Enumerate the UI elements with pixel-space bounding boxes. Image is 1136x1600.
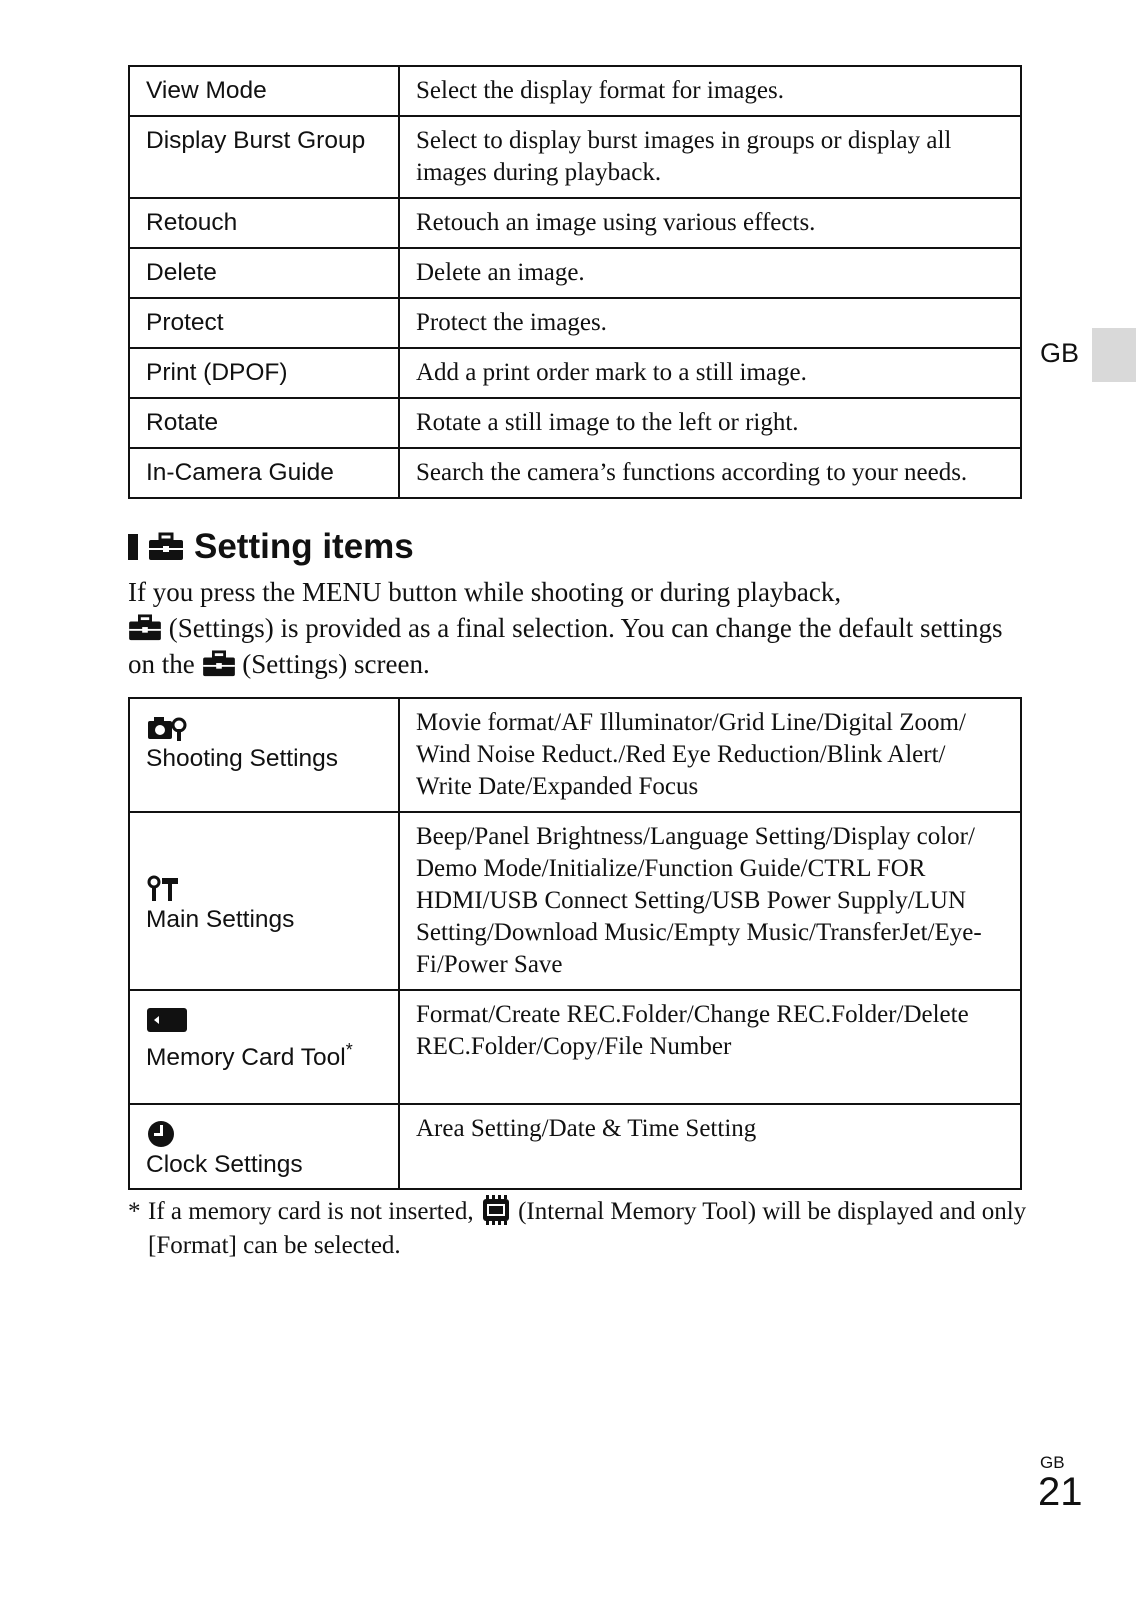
item-description: Retouch an image using various effects. bbox=[399, 198, 1021, 248]
toolbox-icon bbox=[202, 650, 236, 678]
playback-menu-table bbox=[128, 65, 1022, 499]
setting-description: Area Setting/Date & Time Setting bbox=[399, 1104, 1021, 1189]
table-row bbox=[129, 298, 1021, 348]
footnote-text-1: If a memory card is not inserted, bbox=[148, 1198, 474, 1225]
intro-paragraph bbox=[128, 574, 1008, 682]
setting-category bbox=[129, 990, 399, 1104]
memory-card-icon bbox=[146, 1005, 188, 1035]
page-number: 21 bbox=[1038, 1470, 1083, 1514]
table-row bbox=[129, 348, 1021, 398]
setting-category bbox=[129, 1104, 399, 1189]
item-name: Rotate bbox=[129, 398, 399, 448]
intro-text-3: (Settings) screen. bbox=[242, 649, 430, 679]
setting-name: Clock Settings bbox=[146, 1151, 303, 1178]
setting-description: Format/Create REC.Folder/Change REC.Folder/Delete REC.Folder/Copy/File Number bbox=[399, 990, 1021, 1104]
item-description: Add a print order mark to a still image. bbox=[399, 348, 1021, 398]
table-row bbox=[129, 1104, 1021, 1189]
item-description: Delete an image. bbox=[399, 248, 1021, 298]
item-description: Protect the images. bbox=[399, 298, 1021, 348]
item-name: Protect bbox=[129, 298, 399, 348]
item-description: Select to display burst images in groups or display all images during playback. bbox=[399, 116, 1021, 198]
item-description: Search the camera’s functions according to your needs. bbox=[399, 448, 1021, 498]
section-title: Setting items bbox=[194, 527, 414, 566]
setting-description: Beep/Panel Brightness/Language Setting/Display color/ Demo Mode/Initialize/Function Guide/CTRL FOR HDMI/USB Connect Setting/USB Power Supply/LUN Setting/Download Music/Empty Music/TransferJet/Eye-Fi/Power Save bbox=[399, 812, 1021, 990]
item-description: Select the display format for images. bbox=[399, 66, 1021, 116]
intro-text-1: If you press the MENU button while shooting or during playback, bbox=[128, 577, 842, 607]
table-row bbox=[129, 116, 1021, 198]
item-name: View Mode bbox=[129, 66, 399, 116]
setting-category bbox=[129, 812, 399, 990]
side-language-label: GB bbox=[1040, 338, 1080, 368]
table-row bbox=[129, 398, 1021, 448]
intro-text-2: (Settings) is provided as a final selection. You can change the default settings on the bbox=[128, 613, 1003, 679]
item-name: Display Burst Group bbox=[129, 116, 399, 198]
footnote-text-2: (Internal Memory Tool) will be displayed and only [Format] can be selected. bbox=[148, 1198, 1027, 1259]
settings-table bbox=[128, 697, 1022, 1190]
setting-name: Shooting Settings bbox=[146, 745, 339, 772]
item-description: Rotate a still image to the left or right. bbox=[399, 398, 1021, 448]
footnote bbox=[128, 1195, 1028, 1263]
wrench-hammer-icon bbox=[146, 874, 180, 904]
heading-bar bbox=[128, 534, 138, 560]
internal-memory-icon bbox=[480, 1195, 512, 1225]
item-name: Print (DPOF) bbox=[129, 348, 399, 398]
table-row bbox=[129, 248, 1021, 298]
setting-description: Movie format/AF Illuminator/Grid Line/Digital Zoom/ Wind Noise Reduct./Red Eye Reduction/Blink Alert/ Write Date/Expanded Focus bbox=[399, 698, 1021, 812]
table-row bbox=[129, 198, 1021, 248]
footnote-mark: * bbox=[345, 1040, 353, 1060]
toolbox-icon bbox=[128, 614, 162, 642]
table-row bbox=[129, 448, 1021, 498]
side-tab-marker bbox=[1092, 328, 1136, 382]
item-name: In-Camera Guide bbox=[129, 448, 399, 498]
footnote-text bbox=[128, 1195, 1028, 1263]
camera-wrench-icon bbox=[146, 713, 188, 743]
table-row bbox=[129, 990, 1021, 1104]
table-row bbox=[129, 812, 1021, 990]
item-name: Delete bbox=[129, 248, 399, 298]
table-row bbox=[129, 698, 1021, 812]
page-language: GB bbox=[1040, 1453, 1065, 1472]
toolbox-icon bbox=[148, 532, 184, 562]
clock-icon bbox=[146, 1119, 176, 1149]
setting-name: Main Settings bbox=[146, 905, 295, 933]
section-heading bbox=[128, 527, 414, 567]
item-name: Retouch bbox=[129, 198, 399, 248]
setting-category bbox=[129, 698, 399, 812]
footnote-asterisk: * bbox=[128, 1198, 141, 1225]
setting-name: Memory Card Tool bbox=[146, 1044, 346, 1072]
table-row bbox=[129, 66, 1021, 116]
